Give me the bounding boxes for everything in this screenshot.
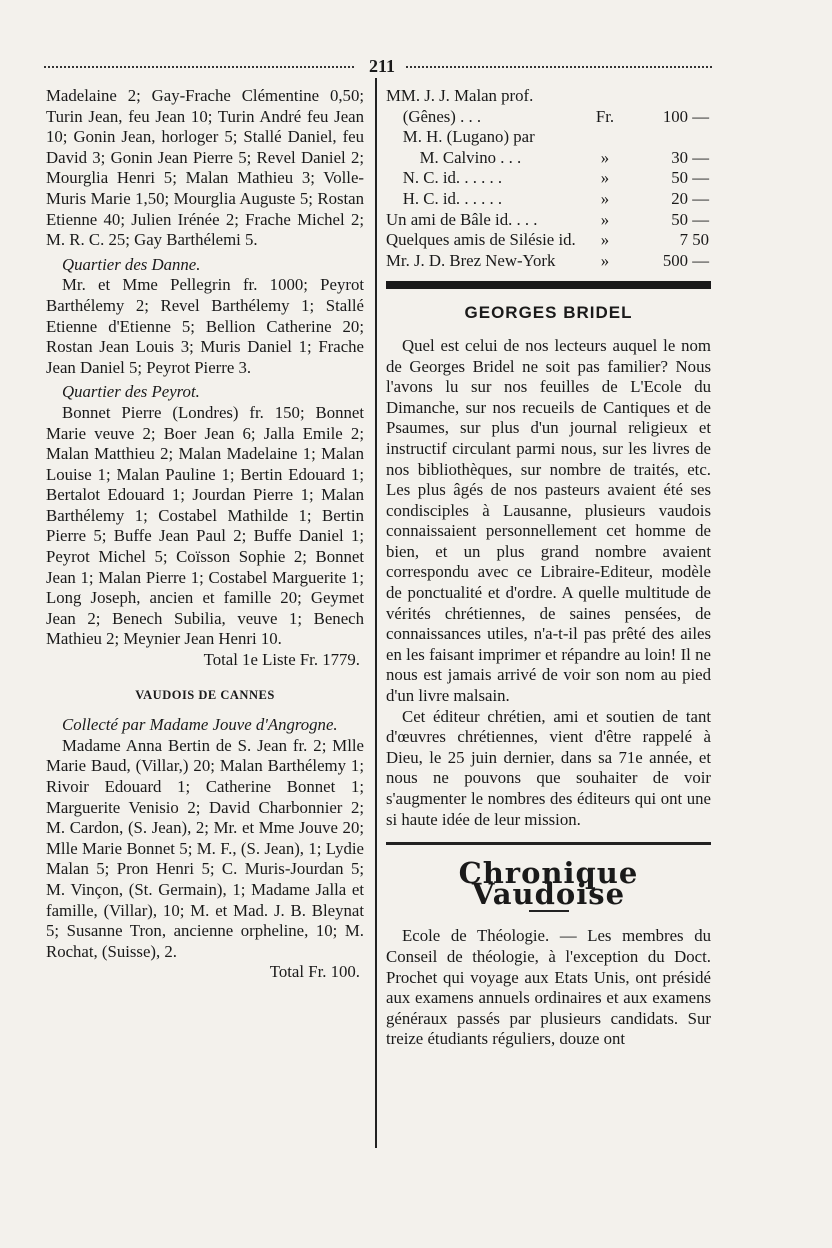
donation-cur <box>591 86 619 107</box>
total-cannes: Total Fr. 100. <box>269 962 360 982</box>
donation-name: N. C. id. . . . . . <box>386 168 503 188</box>
donation-row <box>386 230 711 251</box>
donation-cur: » <box>600 230 610 250</box>
donation-amt: 20 — <box>671 188 709 208</box>
section-heading-quartier-peyrot: Quartier des Peyrot. <box>62 382 200 402</box>
donation-row <box>386 251 711 272</box>
section-heading-vaudois-cannes: VAUDOIS DE CANNES <box>135 687 275 702</box>
column-divider <box>375 78 377 1148</box>
section-heading-quartier-danne: Quartier des Danne. <box>62 254 201 274</box>
donor-list-paragraph-4: Madame Anna Bertin de S. Jean fr. 2; Mlle Marie Baud, (Villar,) 20; Malan Barthélemy 1; Rivoir Edouard 1; Catherine Bonnet 1; Marguerite Venisio 2; David Charbonnier 2; M. Cardon, (S. Jean), 2; Mr. et Mme Jouve 20; Mlle Marie Bonnet 5; M. F., (S. Jean), 1; Lydie Malan 5; Pron Henri 5; C. Muris-Jourdan 5; M. Vinçon, (St. Germain), 1; Madame Jalla et famille, (Villar), 10; M. et Mad. J. B. Bleynat 5; Susanne Tron, ancienne orpheline, 10; M. Rochat, (Suisse), 2. <box>46 735 364 961</box>
page-header <box>44 56 712 78</box>
bridel-paragraph-1: Quel est celui de nos lecteurs auquel le nom de Georges Bridel ne soit pas familier? Nous l'avons lu sur nos feuilles de L'Ecole du Dimanche, sur nos recueils de Cantiques et de Psaumes, sur plus d'un journal religieux et instructif circulant parmi nous, sur les livres de nos bibliothèques, sur nombre de traités, etc. Les plus âgés de nos pasteurs avaient été ses condisciples à Lausanne, plusieurs vaudois connaissaient personnellement cet homme de bien, et un plus grand nombre avaient correspondu avec ce Libraire-Editeur, modèle de ponctualité et d'ordre. A quelle multitude de vérités chrétiennes, de saines pensées, de connaissances utiles, n'a-t-il pas prêté des ailes en les faisant imprimer et répandre au loin! Il ne nous est jamais arrivé de voir son nom au pied d'un livre malsain. <box>386 335 711 706</box>
donation-amt: 50 — <box>671 209 709 229</box>
donation-cur: » <box>600 188 610 208</box>
bridel-paragraph-2: Cet éditeur chrétien, ami et soutien de tant d'œuvres chrétiennes, vient d'être rappelé à Dieu, le 25 juin dernier, dans sa 71e année, et nous ne pouvons que souhaiter de voir s'augmenter le nombres des éditeurs qui ont une si haute idée de leur mission. <box>386 706 711 829</box>
donation-cur: » <box>600 250 610 270</box>
donation-name: MM. J. J. Malan prof. <box>386 86 534 105</box>
donation-row <box>386 148 711 169</box>
donor-list-paragraph-2: Mr. et Mme Pellegrin fr. 1000; Peyrot Barthélemy 2; Revel Barthélemy 1; Stallé Etienne d'Etienne 5; Bellion Catherine 20; Rostan Jean Louis 3; Muris Daniel 1; Frache Jean Daniel 5; Peyrot Pierre 3. <box>46 275 364 377</box>
header-rule-right <box>406 66 712 68</box>
donation-amt: 500 — <box>662 250 709 270</box>
donation-row <box>386 168 711 189</box>
donation-name: Quelques amis de Silésie id. <box>386 230 576 250</box>
donations-table <box>386 86 711 271</box>
donation-row <box>386 107 711 128</box>
donation-name: Un ami de Bâle id. . . . <box>386 209 538 229</box>
donation-amt <box>619 86 711 107</box>
donation-cur: » <box>600 147 610 167</box>
donation-name: (Gênes) . . . <box>386 106 482 126</box>
donation-row <box>386 210 711 231</box>
donation-row <box>386 189 711 210</box>
donation-row <box>386 127 711 148</box>
left-column <box>46 86 364 983</box>
donor-list-paragraph-1: Madelaine 2; Gay-Frache Clémentine 0,50; Turin Jean, feu Jean 10; Turin André feu Jean 10; Gonin Jean, horloger 5; Stallé Daniel, feu David 3; Gonin Jean Pierre 5; Revel Daniel 2; Mourglia Henri 5; Malan Mathieu 3; Volle-Muris Marie 1,50; Mourglia Auguste 5; Rostan Etienne 40; Julien Irénée 2; Frache Michel 2; M. R. C. 25; Gay Barthélemi 5. <box>46 86 364 250</box>
donation-name: Mr. J. D. Brez New-York <box>386 250 556 270</box>
total-first-list: Total 1e Liste Fr. 1779. <box>203 650 360 670</box>
page-number: 211 <box>368 56 395 76</box>
donation-name: H. C. id. . . . . . <box>386 188 503 208</box>
section-rule-thick <box>386 281 711 289</box>
donation-amt: 30 — <box>671 147 709 167</box>
donation-row <box>386 86 711 107</box>
donation-cur: Fr. <box>595 106 615 126</box>
chronique-paragraph-1: Ecole de Théologie. — Les membres du Conseil de théologie, à l'exception du Doct. Prochet qui voyage aux Etats Unis, ont présidé aux examens annuels ordinaires et aux examens généraux passés par plusieurs candidats. Sur treize étudiants réguliers, douze ont <box>386 926 711 1049</box>
donation-amt: 100 — <box>662 106 709 126</box>
donation-amt: 7 50 <box>679 230 709 250</box>
donor-list-paragraph-3: Bonnet Pierre (Londres) fr. 150; Bonnet Marie veuve 2; Boer Jean 6; Jalla Emile 2; Malan Matthieu 2; Malan Madelaine 1; Malan Louise 1; Malan Pauline 1; Bertin Edouard 1; Bertalot Edouard 1; Jourdan Pierre 1; Malan Barthélemy 1; Costabel Mathilde 1; Bertin Pierre 5; Buffe Jean Paul 2; Buffe Daniel 1; Peyrot Michel 5; Coïsson Sophie 2; Bonnet Jean 1; Malan Pierre 1; Costabel Marguerite 1; Long Joseph, ancien et famille 20; Geymet Jean 2; Benech Subilia, veuve 1; Benech Mathieu 2; Meynier Jean Henri 10. <box>46 402 364 649</box>
chronique-vaudoise-title: Chronique Vaudoise <box>458 856 639 911</box>
collecte-heading: Collecté par Madame Jouve d'Angrogne. <box>62 715 338 735</box>
donation-cur <box>591 127 619 148</box>
section-rule <box>386 842 711 845</box>
donation-amt: 50 — <box>671 168 709 188</box>
donation-name: M. H. (Lugano) par <box>386 127 535 147</box>
header-rule-left <box>44 66 354 68</box>
donation-amt <box>619 127 711 148</box>
article-title-georges-bridel: GEORGES BRIDEL <box>464 303 633 323</box>
donation-name: M. Calvino . . . <box>386 147 522 167</box>
donation-cur: » <box>600 168 610 188</box>
donation-cur: » <box>600 209 610 229</box>
right-column <box>386 86 711 1050</box>
